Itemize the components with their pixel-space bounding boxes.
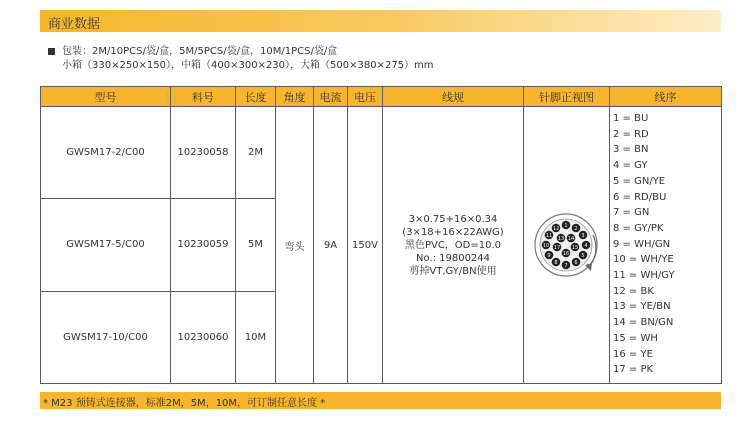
wiring-list <box>613 111 721 378</box>
wiring-entry: 10 = WH/YE <box>613 254 674 266</box>
col-header-current: 电流 <box>314 87 348 107</box>
angle-cell: 弯头 <box>276 107 314 384</box>
wiring-entry: 4 = GY <box>613 160 648 172</box>
pin-label: 11 <box>545 232 552 239</box>
wiring-entry: 15 = WH <box>613 332 658 344</box>
wiring-entry: 9 = WH/GN <box>613 238 671 250</box>
pin-view-cell <box>524 107 610 384</box>
wire-spec-line: No.: 19800244 <box>415 252 491 264</box>
length-cell: 5M <box>236 199 276 291</box>
model-cell: GWSM17-10/C00 <box>41 291 171 383</box>
wiring-entry: 3 = BN <box>613 144 649 156</box>
wiring-entry: 16 = YE <box>613 348 653 360</box>
pin-label: 4 <box>583 242 588 249</box>
pin-label: 7 <box>563 262 568 269</box>
col-header-length: 长度 <box>236 87 276 107</box>
wiring-entry: 12 = BK <box>613 285 654 297</box>
col-header-wiring: 线序 <box>610 87 722 107</box>
wiring-entry: 2 = RD <box>613 128 649 140</box>
col-header-wire-spec: 线规 <box>383 87 524 107</box>
wiring-entry: 11 = WH/GY <box>613 270 675 282</box>
pin-label: 16 <box>562 250 569 257</box>
model-cell: GWSM17-2/C00 <box>41 107 171 199</box>
part-cell: 10230058 <box>171 107 236 199</box>
packaging-info <box>48 45 434 73</box>
wiring-entry: 17 = PK <box>613 364 654 376</box>
col-header-part: 料号 <box>171 87 236 107</box>
footer-note: * M23 预铸式连接器，标准2M，5M，10M，可订制任意长度 * <box>43 398 326 409</box>
wire-spec-line: 剪掉VT,GY/BN使用 <box>409 265 497 277</box>
section-title: 商业数据 <box>48 17 101 32</box>
pin-label: 13 <box>557 235 564 242</box>
wire-spec-line: 3×0.75+16×0.34 <box>408 213 498 225</box>
square-bullet-icon <box>48 48 55 55</box>
col-header-voltage: 电压 <box>348 87 383 107</box>
voltage-cell: 150V <box>348 107 383 384</box>
wire-spec-cell <box>383 107 524 384</box>
pin-label: 9 <box>546 252 551 259</box>
packaging-line-1 <box>48 45 434 59</box>
packaging-text-1: 包装：2M/10PCS/袋/盒，5M/5PCS/袋/盒，10M/1PCS/袋/盒 <box>62 46 338 57</box>
length-cell: 10M <box>236 291 276 383</box>
pin-label: 15 <box>571 244 578 251</box>
wiring-entry: 1 = BU <box>613 113 649 124</box>
packaging-line-2 <box>48 59 434 73</box>
wire-spec-line: 黑色PVC，OD=10.0 <box>404 239 502 251</box>
pin-label: 14 <box>567 235 574 242</box>
footer-note-bar <box>40 392 721 409</box>
col-header-model: 型号 <box>41 87 171 107</box>
length-cell: 2M <box>236 107 276 199</box>
pin-label: 3 <box>580 232 585 239</box>
section-title-bar <box>40 10 721 32</box>
product-table <box>40 86 722 384</box>
table-row <box>41 107 722 199</box>
wiring-entry: 14 = BN/GN <box>613 317 674 329</box>
pin-label: 17 <box>553 244 560 251</box>
wiring-cell <box>610 107 722 384</box>
pin-label: 5 <box>580 252 585 259</box>
pin-label: 2 <box>573 225 578 232</box>
pin-label: 12 <box>552 225 559 232</box>
pin-label: 10 <box>542 242 549 249</box>
wire-spec-line: (3×18+16×22AWG) <box>402 226 504 238</box>
pin-label: 1 <box>563 222 568 229</box>
wiring-entry: 13 = YE/BN <box>613 301 671 313</box>
wiring-entry: 7 = GN <box>613 207 650 219</box>
current-cell: 9A <box>314 107 348 384</box>
model-cell: GWSM17-5/C00 <box>41 199 171 291</box>
wiring-entry: 5 = GN/YE <box>613 175 666 187</box>
part-cell: 10230060 <box>171 291 236 383</box>
col-header-angle: 角度 <box>276 87 314 107</box>
pin-label: 6 <box>573 259 578 266</box>
wiring-entry: 6 = RD/BU <box>613 191 667 203</box>
part-cell: 10230059 <box>171 199 236 291</box>
table-header-row <box>41 87 722 107</box>
col-header-pin-view: 针脚正视图 <box>524 87 610 107</box>
packaging-text-2: 小箱（330×250×150），中箱（400×300×230），大箱（500×380×275）mm <box>62 60 434 71</box>
connector-pin-diagram <box>525 209 609 279</box>
wiring-entry: 8 = GY/PK <box>613 222 664 234</box>
pin-label: 8 <box>553 259 558 266</box>
